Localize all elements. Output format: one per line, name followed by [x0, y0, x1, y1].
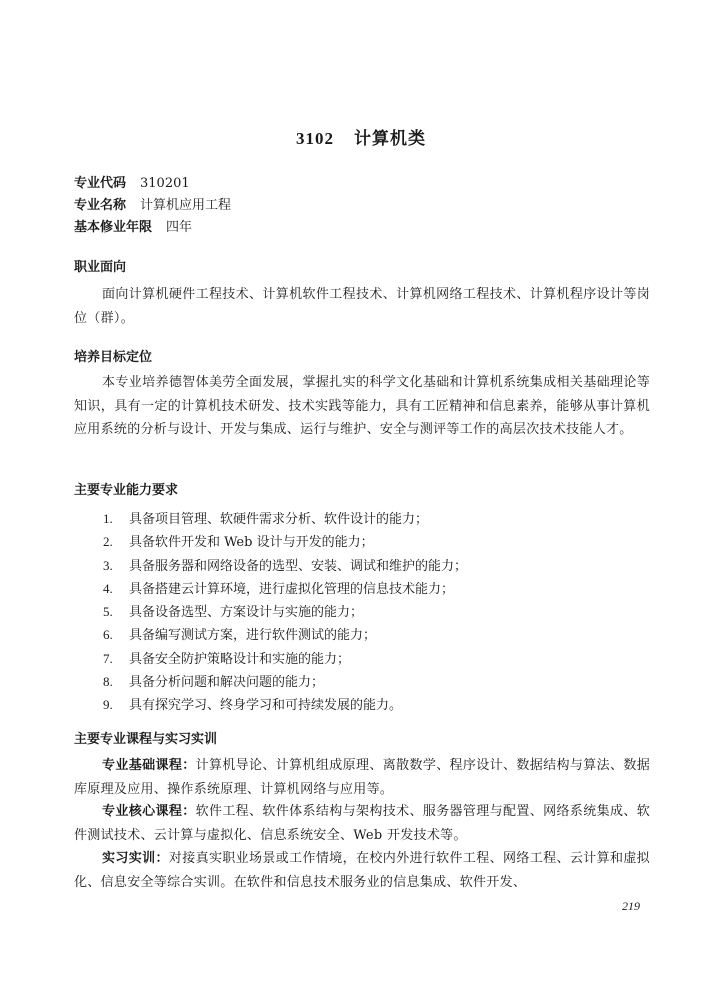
meta-study-length [74, 218, 192, 238]
page-title [0, 124, 722, 149]
list-item: 7. 具备安全防护策略设计和实施的能力； [103, 650, 351, 667]
practice-text: 对接真实职业场景或工作情境，在校内外进行软件工程、网络工程、云计算和虚拟化、信息安全等综合实训。在软件和信息技术服务业的信息集成、软件开发、 [74, 851, 650, 890]
meta-major-name [74, 196, 231, 216]
meta-value: 310201 [140, 176, 190, 191]
goal-paragraph: 本专业培养德智体美劳全面发展，掌握扎实的科学文化基础和计算机系统集成相关基础理论等知识，具有一定的计算机技术研发、技术实践等能力，具有工匠精神和信息素养，能够从事计算机应用系统的分析与设计、开发与集成、运行与维护、安全与测评等工作的高层次技术技能人才。 [74, 375, 650, 437]
category-name: 计算机类 [354, 129, 426, 149]
list-item: 4. 具备搭建云计算环境，进行虚拟化管理的信息技术能力； [103, 580, 455, 597]
meta-major-code [74, 174, 190, 194]
list-item: 8. 具备分析问题和解决问题的能力； [103, 674, 325, 691]
career-paragraph: 面向计算机硬件工程技术、计算机软件工程技术、计算机网络工程技术、计算机程序设计等岗位（群）。 [74, 287, 650, 326]
list-item: 9. 具有探究学习、终身学习和可持续发展的能力。 [103, 697, 403, 714]
category-code: 3102 [296, 129, 334, 148]
list-item: 6. 具备编写测试方案，进行软件测试的能力； [103, 627, 377, 644]
basic-courses-lead: 专业基础课程： [102, 758, 196, 773]
list-item: 1. 具备项目管理、软硬件需求分析、软件设计的能力； [103, 511, 429, 527]
practice-paragraph [74, 847, 650, 894]
core-courses-paragraph [74, 800, 650, 847]
list-item: 5. 具备设备选型、方案设计与实施的能力； [103, 604, 364, 621]
list-item: 3. 具备服务器和网络设备的选型、安装、调试和维护的能力； [103, 557, 468, 574]
section-heading-abilities: 主要专业能力要求 [74, 483, 179, 498]
list-item: 2. 具备软件开发和 Web 设计与开发的能力； [103, 534, 374, 551]
core-courses-lead: 专业核心课程： [102, 804, 196, 819]
page-number: 219 [622, 899, 640, 913]
basic-courses-paragraph [74, 754, 650, 801]
abilities-list [103, 507, 467, 717]
meta-key: 专业名称 [74, 198, 127, 213]
section-heading-career: 职业面向 [74, 260, 127, 275]
meta-key: 专业代码 [74, 176, 127, 191]
core-courses-text: 软件工程、软件体系结构与架构技术、服务器管理与配置、网络系统集成、软件测试技术、云计算与虚拟化、信息系统安全、Web 开发技术等。 [74, 804, 650, 843]
meta-value: 四年 [166, 220, 193, 235]
meta-value: 计算机应用工程 [140, 198, 232, 213]
section-heading-courses: 主要专业课程与实习实训 [74, 732, 218, 747]
section-heading-goal: 培养目标定位 [74, 350, 153, 365]
practice-lead: 实习实训： [102, 851, 169, 866]
meta-key: 基本修业年限 [74, 220, 153, 235]
basic-courses-text: 计算机导论、计算机组成原理、离散数学、程序设计、数据结构与算法、数据库原理及应用、操作系统原理、计算机网络与应用等。 [74, 758, 650, 797]
